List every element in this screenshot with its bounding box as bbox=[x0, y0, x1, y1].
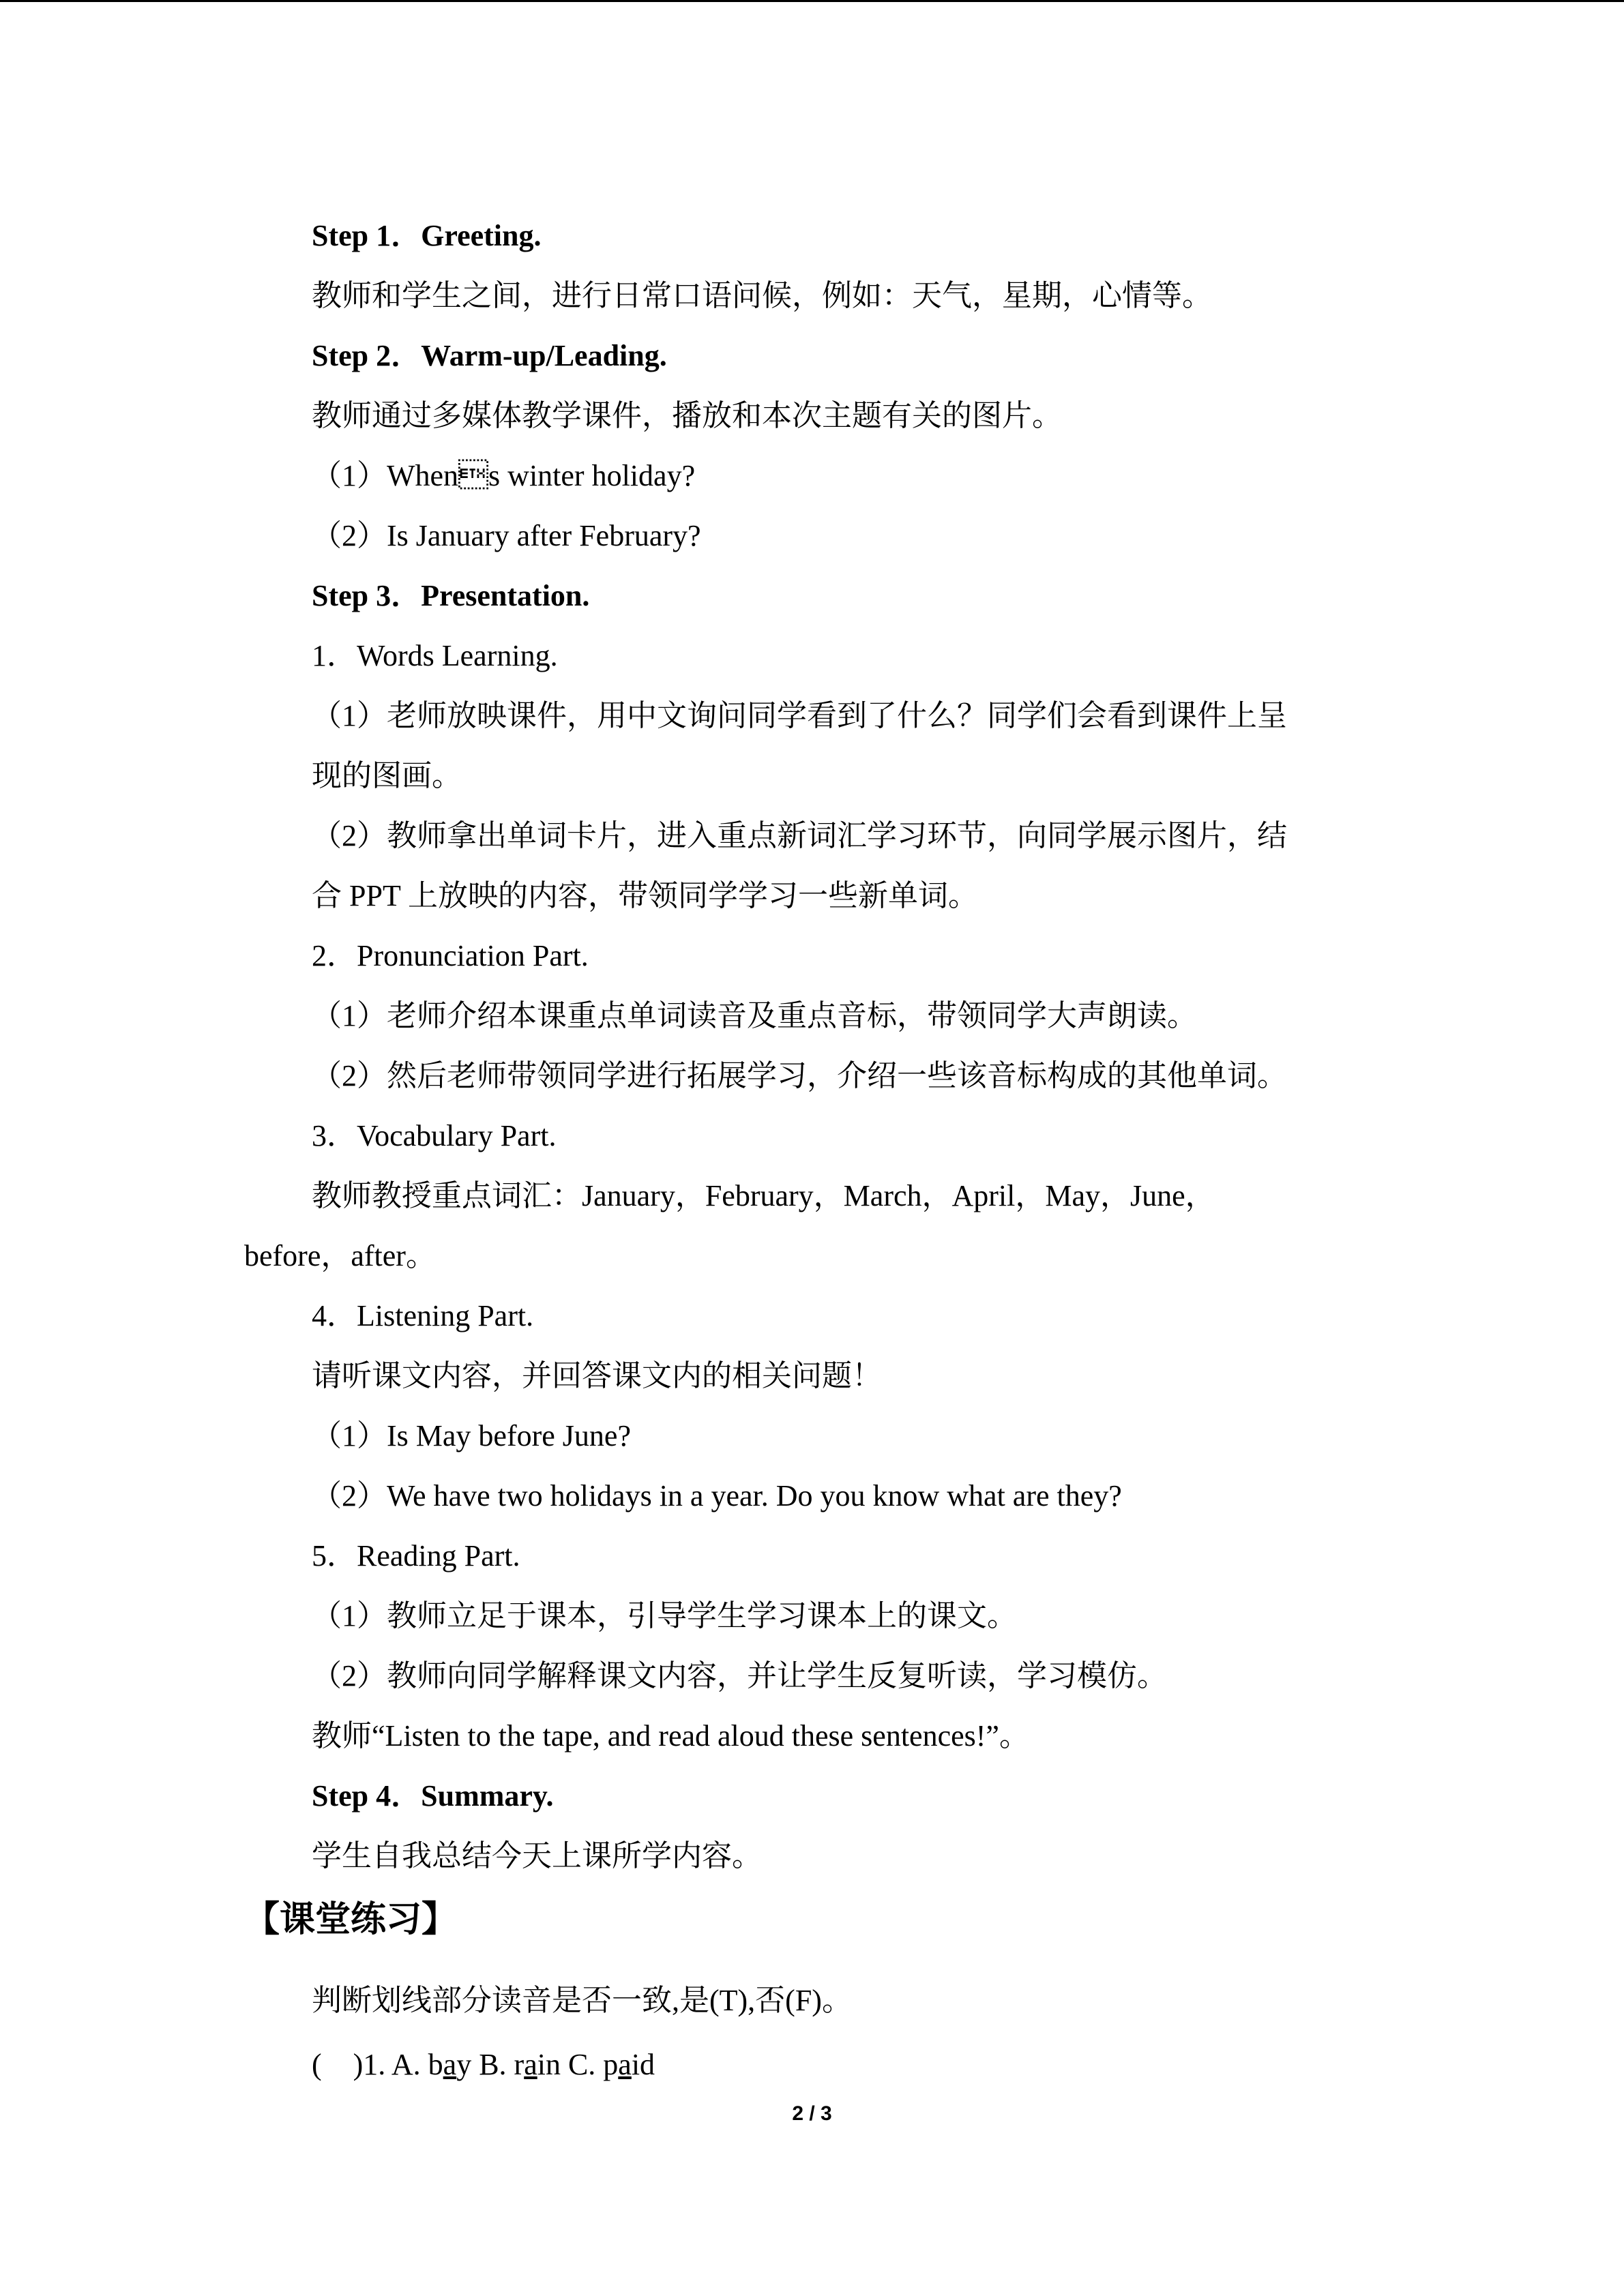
listening-question-2: （2）We have two holidays in a year. Do you know what are they? bbox=[312, 1479, 1122, 1512]
listening-text: 请听课文内容，并回答课文内的相关问题！ bbox=[312, 1359, 882, 1392]
step4-heading: Step 4．Summary. bbox=[312, 1779, 554, 1813]
step2-question-2: （2）Is January after February? bbox=[312, 519, 701, 552]
reading-instruction: 教师“Listen to the tape, and read aloud these sentences!”。 bbox=[312, 1719, 1029, 1753]
words-learning-item-2-cont: 合 PPT 上放映的内容，带领同学学习一些新单词。 bbox=[312, 879, 979, 912]
practice-instruction: 判断划线部分读音是否一致,是(T),否(F)。 bbox=[312, 1984, 852, 2017]
item-number: )1. A. b bbox=[353, 2048, 443, 2081]
listening-heading: 4．Listening Part. bbox=[312, 1299, 534, 1332]
words-learning-item-1-cont: 现的图画。 bbox=[312, 759, 462, 792]
option-text: in C. p bbox=[537, 2048, 619, 2081]
option-text: id bbox=[631, 2048, 655, 2081]
practice-heading: 【课堂练习】 bbox=[244, 1899, 458, 1940]
underlined-letter-a: a bbox=[443, 2048, 457, 2081]
practice-item-1 bbox=[312, 2046, 655, 2084]
step2-text: 教师通过多媒体教学课件，播放和本次主题有关的图片。 bbox=[312, 399, 1062, 432]
underlined-letter-c: a bbox=[618, 2048, 632, 2081]
step2-question-1: （1）Whens winter holiday? bbox=[312, 459, 696, 492]
pronunciation-item-2: （2）然后老师带领同学进行拓展学习，介绍一些该音标构成的其他单词。 bbox=[312, 1059, 1287, 1092]
step1-text: 教师和学生之间，进行日常口语问候，例如：天气，星期，心情等。 bbox=[312, 279, 1212, 312]
reading-heading: 5．Reading Part. bbox=[312, 1539, 520, 1572]
pronunciation-heading: 2．Pronunciation Part. bbox=[312, 939, 589, 972]
words-learning-item-1: （1）老师放映课件，用中文询问同学看到了什么？同学们会看到课件上呈 bbox=[312, 699, 1287, 732]
step4-text: 学生自我总结今天上课所学内容。 bbox=[312, 1839, 762, 1873]
page-number: 2 / 3 bbox=[792, 2102, 832, 2125]
step2-heading: Step 2．Warm-up/Leading. bbox=[312, 339, 667, 372]
option-text: y B. r bbox=[456, 2048, 525, 2081]
step3-heading: Step 3．Presentation. bbox=[312, 579, 590, 612]
underlined-letter-b: a bbox=[524, 2048, 537, 2081]
vocabulary-heading: 3．Vocabulary Part. bbox=[312, 1119, 557, 1152]
step1-heading: Step 1．Greeting. bbox=[312, 219, 542, 252]
words-learning-item-2: （2）教师拿出单词卡片，进入重点新词汇学习环节，向同学展示图片，结 bbox=[312, 819, 1287, 852]
pronunciation-item-1: （1）老师介绍本课重点单词读音及重点音标，带领同学大声朗读。 bbox=[312, 999, 1197, 1032]
vocabulary-text-cont: before，after。 bbox=[244, 1239, 436, 1272]
reading-item-2: （2）教师向同学解释课文内容，并让学生反复听读，学习模仿。 bbox=[312, 1659, 1167, 1693]
reading-item-1: （1）教师立足于课本，引导学生学习课本上的课文。 bbox=[312, 1599, 1017, 1632]
words-learning-heading: 1．Words Learning. bbox=[312, 639, 558, 672]
answer-paren-open: ( bbox=[312, 2048, 322, 2081]
listening-question-1: （1）Is May before June? bbox=[312, 1419, 631, 1452]
vocabulary-text: 教师教授重点词汇：January，February，March，April，May，June， bbox=[312, 1179, 1215, 1212]
